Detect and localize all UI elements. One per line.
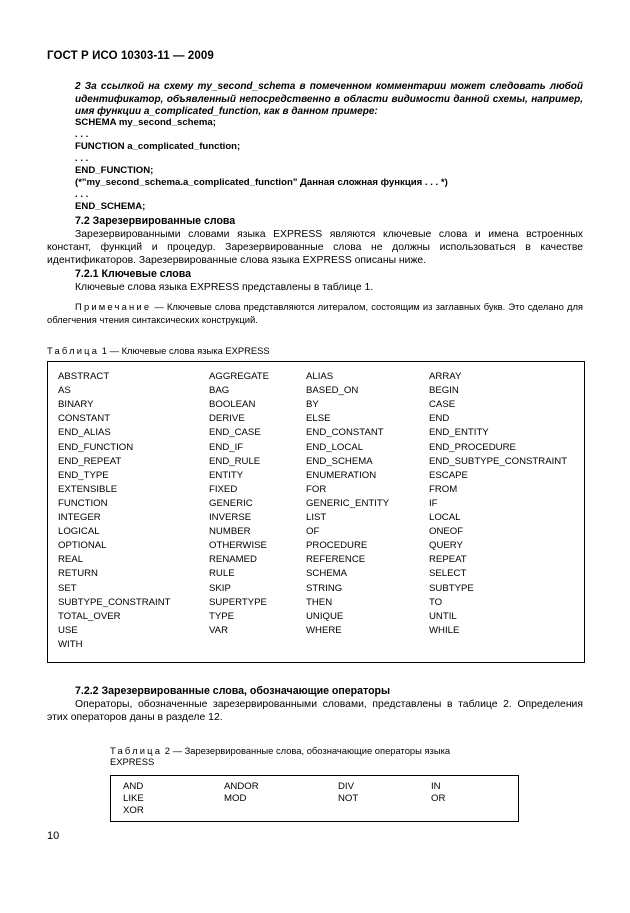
keyword-cell: END_ENTITY [429, 427, 489, 439]
code-line: (*"my_second_schema.a_complicated_function" Данная сложная функция . . . *) [75, 177, 448, 188]
code-line: SCHEMA my_second_schema; [75, 117, 216, 128]
keyword-cell: RENAMED [209, 554, 257, 566]
keyword-cell: BAG [209, 385, 230, 397]
keyword-cell: STRING [306, 582, 343, 594]
keyword-cell: WHILE [429, 624, 460, 636]
operator-cell: ANDOR [224, 781, 259, 792]
table-1-keywords [47, 361, 585, 663]
table-1-caption-text: 1 — Ключевые слова языка EXPRESS [99, 345, 270, 356]
table-1-caption [47, 345, 270, 356]
section-7-2-2-title: 7.2.2 Зарезервированные слова, обозначающие операторы [75, 685, 391, 697]
keyword-cell: BINARY [58, 399, 94, 411]
keyword-cell: ARRAY [429, 371, 462, 382]
keyword-cell: PROCEDURE [306, 540, 368, 552]
code-line: . . . [75, 189, 89, 200]
code-line: FUNCTION a_complicated_function; [75, 141, 241, 152]
section-7-2-1-text: Ключевые слова языка EXPRESS представлены в таблице 1. [75, 282, 374, 293]
keyword-cell: END_IF [209, 441, 244, 453]
operator-cell: NOT [338, 793, 359, 804]
keyword-cell: GENERIC [209, 497, 253, 509]
keyword-cell: END_SUBTYPE_CONSTRAINT [429, 455, 568, 467]
table-2-label: Таблица [110, 745, 163, 756]
operator-cell: XOR [123, 805, 144, 816]
keyword-cell: EXTENSIBLE [58, 483, 118, 495]
section-7-2-2-text: Операторы, обозначенные зарезервированными словами, представлены в таблице 2. Определения этих операторов даны в разделе 12. [47, 699, 583, 723]
keyword-cell: BEGIN [429, 385, 459, 397]
table-1-label: Таблица [47, 345, 100, 356]
keyword-cell: END_REPEAT [58, 455, 122, 467]
code-line: END_SCHEMA; [75, 201, 146, 212]
keyword-cell: END_PROCEDURE [429, 441, 516, 453]
keyword-cell: RETURN [58, 568, 98, 580]
keyword-cell: ABSTRACT [58, 371, 110, 382]
keyword-cell: FUNCTION [58, 497, 108, 509]
operator-cell: AND [123, 781, 144, 792]
keyword-cell: SUBTYPE [429, 582, 474, 594]
keyword-cell: REPEAT [429, 554, 467, 566]
keyword-cell: TOTAL_OVER [58, 610, 121, 622]
table-2-caption-line1 [110, 745, 530, 756]
operator-cell: IN [431, 781, 441, 792]
keyword-cell: TO [429, 596, 443, 608]
keyword-cell: AGGREGATE [209, 371, 270, 382]
table-2-caption-text: 2 — Зарезервированные слова, обозначающие операторы языка [164, 745, 451, 756]
keyword-cell: SUBTYPE_CONSTRAINT [58, 596, 171, 608]
operator-cell: OR [431, 793, 446, 804]
keyword-cell: END_CASE [209, 427, 261, 439]
keyword-cell: LIST [306, 512, 327, 523]
keyword-cell: OF [306, 526, 320, 538]
section-7-2-title: 7.2 Зарезервированные слова [75, 215, 236, 227]
keyword-cell: END_SCHEMA [306, 455, 373, 467]
keyword-cell: SELECT [429, 568, 467, 580]
keyword-cell: REAL [58, 554, 84, 566]
keyword-cell: END_CONSTANT [306, 427, 384, 439]
keyword-cell: ESCAPE [429, 469, 468, 481]
keyword-cell: VAR [209, 624, 229, 636]
keyword-cell: LOCAL [429, 512, 461, 523]
keyword-cell: SET [58, 582, 77, 594]
page-number: 10 [47, 830, 60, 842]
keyword-cell: GENERIC_ENTITY [306, 497, 390, 509]
keyword-cell: IF [429, 497, 438, 509]
keyword-cell: TYPE [209, 610, 235, 622]
keyword-cell: ALIAS [306, 371, 334, 382]
keyword-cell: SCHEMA [306, 568, 348, 580]
keyword-cell: SKIP [209, 582, 231, 594]
keyword-cell: END_FUNCTION [58, 441, 134, 453]
keyword-cell: END [429, 413, 450, 425]
keyword-cell: ONEOF [429, 526, 464, 538]
code-line: . . . [75, 129, 89, 140]
keyword-cell: ENUMERATION [306, 469, 377, 481]
keyword-cell: AS [58, 385, 71, 397]
section-7-2-1-title: 7.2.1 Ключевые слова [75, 268, 191, 280]
table-2-body [111, 776, 518, 821]
keyword-cell: BY [306, 399, 319, 411]
keyword-cell: END_TYPE [58, 469, 109, 481]
table-2-caption-line2: EXPRESS [110, 756, 155, 767]
keyword-cell: END_LOCAL [306, 441, 364, 453]
document-header: ГОСТ Р ИСО 10303-11 — 2009 [47, 50, 214, 62]
keyword-cell: END_ALIAS [58, 427, 111, 439]
keyword-cell: ENTITY [209, 469, 244, 481]
keyword-cell: USE [58, 624, 78, 636]
keyword-cell: CONSTANT [58, 413, 111, 425]
table-1-body [48, 362, 584, 662]
keyword-cell: THEN [306, 596, 333, 608]
keyword-cell: ELSE [306, 413, 331, 425]
keyword-cell: RULE [209, 568, 235, 580]
note-keywords [47, 300, 583, 326]
table-2-operators [110, 775, 519, 822]
keyword-cell: OTHERWISE [209, 540, 267, 552]
keyword-cell: REFERENCE [306, 554, 366, 566]
keyword-cell: INTEGER [58, 512, 101, 523]
keyword-cell: CASE [429, 399, 456, 411]
keyword-cell: BOOLEAN [209, 399, 256, 411]
section-7-2-text: Зарезервированными словами языка EXPRESS являются ключевые слова и имена встроенных констант, функций и процедур. Зарезервированные слова не должны использоваться в качестве идентификаторов. Зарезервированные слова языка EXPRESS описаны ниже. [47, 229, 583, 266]
keyword-cell: SUPERTYPE [209, 596, 267, 608]
keyword-cell: FROM [429, 483, 458, 495]
keyword-cell: LOGICAL [58, 526, 100, 538]
keyword-cell: UNIQUE [306, 610, 344, 622]
operator-cell: DIV [338, 781, 354, 792]
keyword-cell: INVERSE [209, 512, 252, 523]
code-line: . . . [75, 153, 89, 164]
keyword-cell: END_RULE [209, 455, 261, 467]
code-line: END_FUNCTION; [75, 165, 154, 176]
table-2-caption [110, 745, 530, 767]
keyword-cell: DERIVE [209, 413, 245, 425]
operator-cell: LIKE [123, 793, 144, 804]
operator-cell: MOD [224, 793, 247, 804]
keyword-cell: WHERE [306, 624, 342, 636]
keyword-cell: UNTIL [429, 610, 457, 622]
keyword-cell: WITH [58, 638, 83, 650]
keyword-cell: BASED_ON [306, 385, 359, 397]
keyword-cell: OPTIONAL [58, 540, 107, 552]
note-body: — Ключевые слова представляются литералом, состоящим из заглавных букв. Это сделано для облегчения чтения синтаксических конструкций. [47, 301, 583, 325]
keyword-cell: FOR [306, 483, 327, 495]
keyword-cell: QUERY [429, 540, 463, 552]
note-label: Примечание [75, 301, 152, 312]
keyword-cell: NUMBER [209, 526, 251, 538]
keyword-cell: FIXED [209, 483, 238, 495]
note-2-text: 2 За ссылкой на схему my_second_schema в помеченном комментарии может следовать любой идентификатор, объявленный непосредственно в области видимости данной схемы, например, имя функции a_complicated_function, как в данном примере: [75, 81, 583, 118]
